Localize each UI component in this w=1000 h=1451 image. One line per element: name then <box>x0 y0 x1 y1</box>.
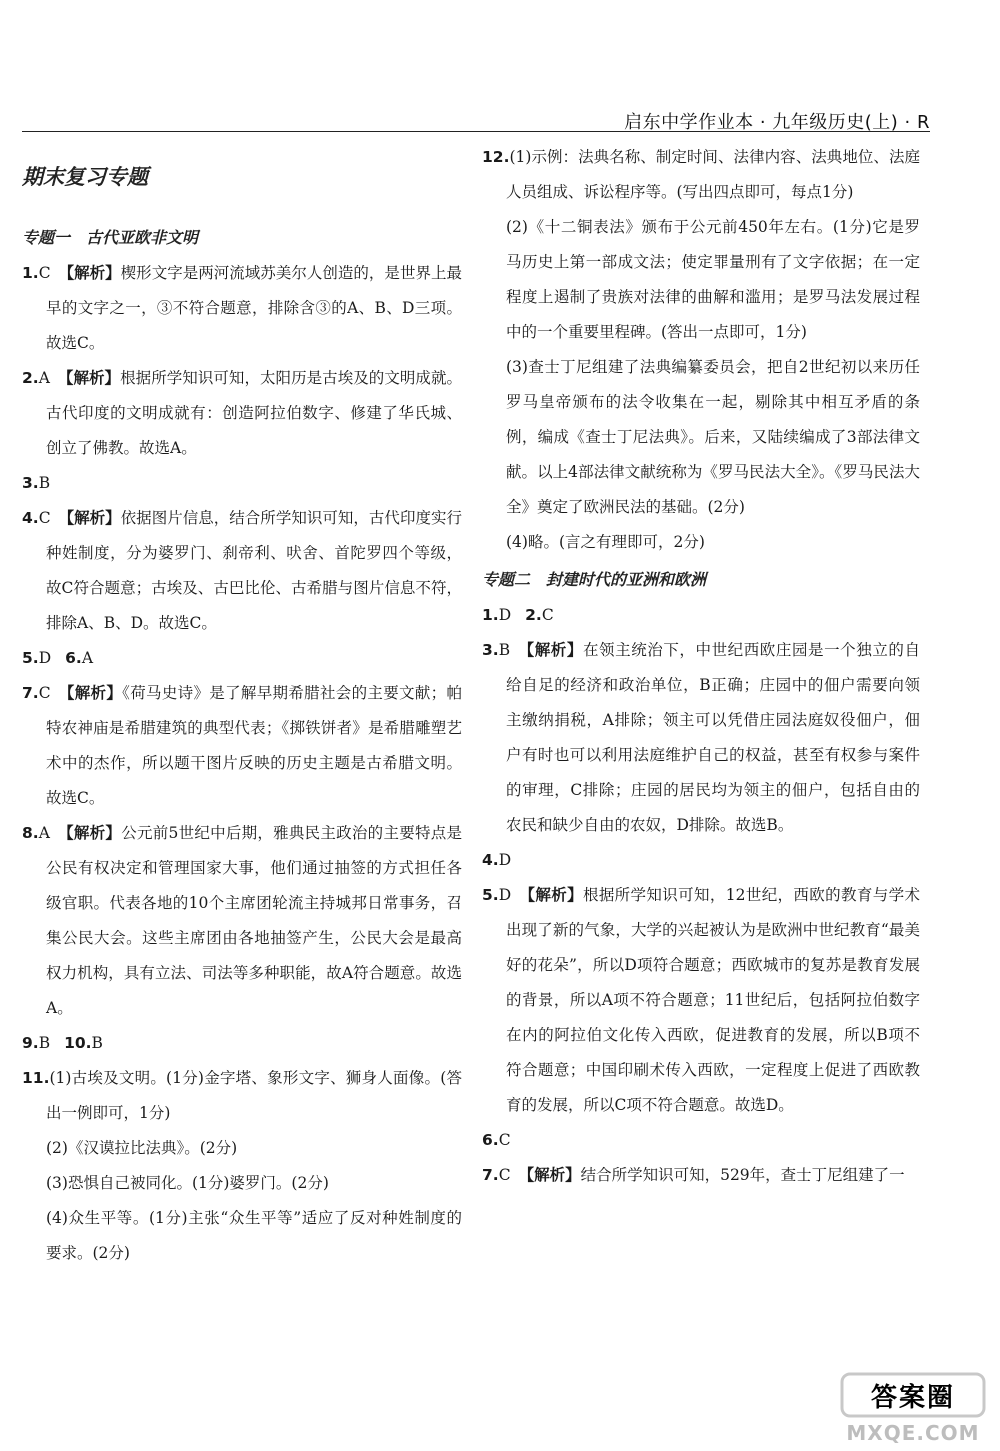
analysis-tag: 【解析】 <box>518 1166 581 1184</box>
svg-text:MXQE.COM: MXQE.COM <box>846 1421 980 1445</box>
item-number: 2. <box>525 606 542 624</box>
analysis-tag: 【解析】 <box>58 509 121 527</box>
answer-item-11-part-4: (4)众生平等。(1分)主张“众生平等”适应了反对种姓制度的要求。(2分) <box>46 1209 462 1262</box>
item-number: 2. <box>22 369 39 387</box>
sub-answer-text: (1)示例：法典名称、制定时间、法律内容、法典地位、法庭人员组成、诉讼程序等。(写出四点即可，每点1分) <box>506 148 920 201</box>
answer-item-3 <box>22 466 462 501</box>
analysis-tag: 【解析】 <box>57 824 122 842</box>
header-title: 启东中学作业本 · 九年级历史(上) · R <box>624 112 930 133</box>
answer-item-12-part-1 <box>482 140 920 210</box>
analysis-tag: 【解析】 <box>518 641 583 659</box>
item-answer: C <box>498 1166 511 1184</box>
watermark-logo-graphic <box>838 1368 988 1446</box>
item-answer: C <box>498 1131 511 1149</box>
item-answer: D <box>38 649 52 667</box>
item-answer: B <box>38 1034 51 1052</box>
item-answer: D <box>498 606 512 624</box>
analysis-text: 《荷马史诗》是了解早期希腊社会的主要文献；帕特农神庙是希腊建筑的典型代表；《掷铁饼者》是希腊雕塑艺术中的杰作，所以题干图片反映的历史主题是古希腊文明。故选C。 <box>46 684 462 807</box>
left-column <box>22 140 462 1271</box>
analysis-text: 在领主统治下，中世纪西欧庄园是一个独立的自给自足的经济和政治单位，B正确；庄园中的佃户需要向领主缴纳捐税，A排除；领主可以凭借庄园法庭奴役佃户，佃户有时也可以利用法庭维护自己的权益，甚至有权参与案件的审理，C排除；庄园的居民均为领主的佃户，包括自由的农民和缺少自由的农奴，D排除。故选B。 <box>506 641 920 834</box>
sub-answer-text: (1)古埃及文明。(1分)金字塔、象形文字、狮身人面像。(答出一例即可，1分) <box>46 1069 462 1122</box>
item-number: 6. <box>482 1131 499 1149</box>
analysis-tag: 【解析】 <box>58 684 123 702</box>
page-heading: 期末复习专题 <box>22 165 148 189</box>
analysis-tag: 【解析】 <box>57 369 121 387</box>
item-number: 8. <box>22 824 39 842</box>
item-number: 6. <box>65 649 82 667</box>
item-number: 4. <box>22 509 39 527</box>
answer-item-t2-3 <box>482 633 920 843</box>
item-number: 7. <box>22 684 39 702</box>
item-number: 4. <box>482 851 499 869</box>
answer-item-t2-4 <box>482 843 920 878</box>
item-answer: A <box>81 649 94 667</box>
analysis-text: 楔形文字是两河流域苏美尔人创造的，是世界上最早的文字之一，③不符合题意，排除含③的A、B、D三项。故选C。 <box>46 264 462 352</box>
item-number: 10. <box>64 1034 92 1052</box>
answer-item-4 <box>22 501 462 641</box>
answer-item-5-6 <box>22 641 462 676</box>
item-number: 1. <box>482 606 499 624</box>
topic-2-title: 专题二 封建时代的亚洲和欧洲 <box>482 570 707 589</box>
item-number: 3. <box>482 641 499 659</box>
analysis-text: 依据图片信息，结合所学知识可知，古代印度实行种姓制度，分为婆罗门、刹帝利、吠舍、首陀罗四个等级，故C符合题意；古埃及、古巴比伦、古希腊与图片信息不符，排除A、B、D。故选C。 <box>46 509 462 632</box>
right-column <box>482 140 920 1193</box>
watermark-logo <box>838 1368 988 1446</box>
analysis-tag: 【解析】 <box>519 886 583 904</box>
item-answer: D <box>498 886 512 904</box>
answer-item-12-part-4: (4)略。(言之有理即可，2分) <box>506 533 705 551</box>
analysis-text: 公元前5世纪中后期，雅典民主政治的主要特点是公民有权决定和管理国家大事，他们通过抽签的方式担任各级官职。代表各地的10个主席团轮流主持城邦日常事务，召集公民大会。这些主席团由各地抽签产生，公民大会是最高权力机构，具有立法、司法等多种职能，故A符合题意。故选A。 <box>46 824 462 1017</box>
item-answer: C <box>541 606 554 624</box>
answer-item-2 <box>22 361 462 466</box>
item-number: 12. <box>482 148 510 166</box>
answer-item-11-part-1 <box>22 1061 462 1131</box>
item-number: 11. <box>22 1069 50 1087</box>
item-number: 5. <box>22 649 39 667</box>
answer-item-t2-7 <box>482 1158 920 1193</box>
answer-item-12-part-3: (3)查士丁尼组建了法典编纂委员会，把自2世纪初以来历任罗马皇帝颁布的法令收集在一起，剔除其中相互矛盾的条例，编成《查士丁尼法典》。后来，又陆续编成了3部法律文献。以上4部法律文献统称为《罗马民法大全》。《罗马民法大全》奠定了欧洲民法的基础。(2分) <box>506 358 920 516</box>
answer-item-12-part-2: (2)《十二铜表法》颁布于公元前450年左右。(1分)它是罗马历史上第一部成文法；使定罪量刑有了文字依据；在一定程度上遏制了贵族对法律的曲解和滥用；是罗马法发展过程中的一个重要里程碑。(答出一点即可，1分) <box>506 218 920 341</box>
header-divider <box>22 131 930 132</box>
answer-item-11-part-3: (3)恐惧自己被同化。(1分)婆罗门。(2分) <box>46 1174 329 1192</box>
item-answer: B <box>498 641 511 659</box>
answer-item-t2-6 <box>482 1123 920 1158</box>
item-answer: A <box>38 824 50 842</box>
item-number: 1. <box>22 264 39 282</box>
answer-item-9-10 <box>22 1026 462 1061</box>
item-answer: A <box>38 369 50 387</box>
answer-item-t2-1-2 <box>482 598 920 633</box>
item-answer: C <box>38 684 51 702</box>
item-answer: D <box>498 851 512 869</box>
item-answer: B <box>38 474 51 492</box>
item-answer: B <box>91 1034 103 1052</box>
analysis-tag: 【解析】 <box>58 264 121 282</box>
answer-item-11-part-2: (2)《汉谟拉比法典》。(2分) <box>46 1139 238 1157</box>
answer-item-1 <box>22 256 462 361</box>
item-number: 5. <box>482 886 499 904</box>
analysis-text: 根据所学知识可知，太阳历是古埃及的文明成就。古代印度的文明成就有：创造阿拉伯数字、修建了华氏城、创立了佛教。故选A。 <box>46 369 462 457</box>
answer-item-8 <box>22 816 462 1026</box>
svg-text:答案圈: 答案圈 <box>870 1383 956 1413</box>
analysis-text: 结合所学知识可知，529年，查士丁尼组建了一 <box>580 1166 905 1184</box>
item-number: 3. <box>22 474 39 492</box>
item-answer: C <box>38 509 51 527</box>
analysis-text: 根据所学知识可知，12世纪，西欧的教育与学术出现了新的气象，大学的兴起被认为是欧洲中世纪教育“最美好的花朵”，所以D项符合题意；西欧城市的复苏是教育发展的背景，所以A项不符合题意；11世纪后，包括阿拉伯数字在内的阿拉伯文化传入西欧，促进教育的发展，所以B项不符合题意；中国印刷术传入西欧，一定程度上促进了西欧教育的发展，所以C项不符合题意。故选D。 <box>506 886 920 1114</box>
item-answer: C <box>38 264 51 282</box>
answer-item-t2-5 <box>482 878 920 1123</box>
item-number: 9. <box>22 1034 39 1052</box>
answer-item-7 <box>22 676 462 816</box>
topic-1-title: 专题一 古代亚欧非文明 <box>22 228 199 247</box>
item-number: 7. <box>482 1166 499 1184</box>
